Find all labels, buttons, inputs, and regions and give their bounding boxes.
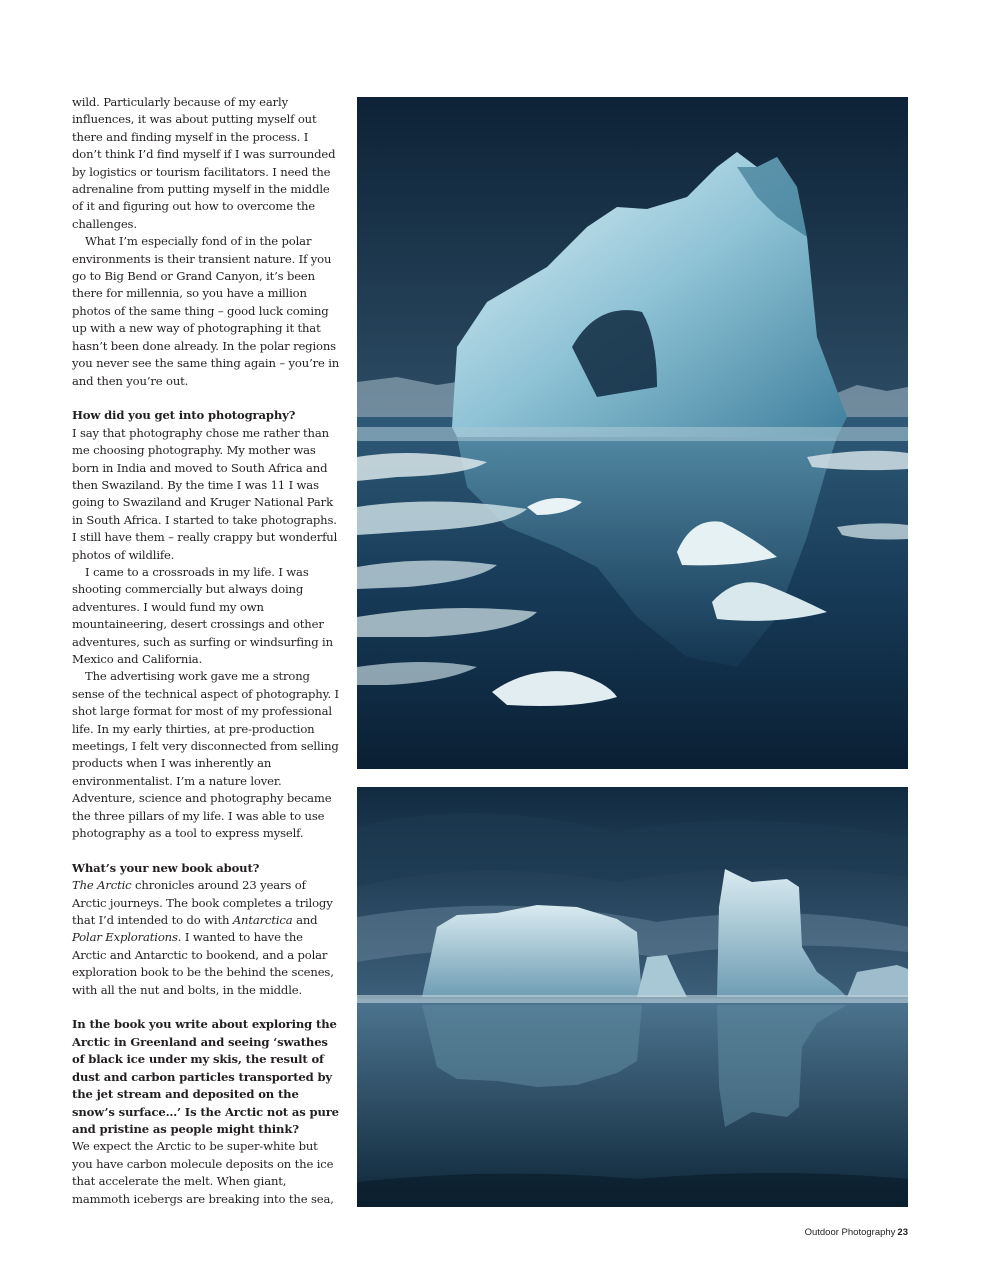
interview-question: What’s your new book about?	[72, 860, 260, 875]
magazine-name: Outdoor Photography	[804, 1227, 896, 1238]
paragraph: wild. Particularly because of my early influences, it was about putting myself out there and finding myself in the process. I don’t think I’d find myself if I was surrounded by logistics or tourism facilitators. I need the adrenaline from putting myself in the middle of it and figuring out how to overcome the challenges.	[72, 95, 336, 231]
book-title: Antarctica	[232, 913, 293, 928]
paragraph: I came to a crossroads in my life. I was shooting commercially but always doing adventures. I would fund my own mountaineering, desert crossings and other adventures, such as surfing or windsurfing in Mexico and California.	[72, 564, 333, 666]
paragraph: The advertising work gave me a strong sense of the technical aspect of photography. I shot large format for most of my professional life. In my early thirties, at pre-production meetings, I felt very disconnected from selling products when I was inherently an environmentalist. I’m a nature lover. Adventure, science and photography became the three pillars of my life. I was able to use photography as a tool to express myself.	[72, 669, 339, 841]
iceberg-arch-photo	[357, 97, 908, 769]
interview-question: How did you get into photography?	[72, 408, 296, 423]
iceberg-reflection-illustration	[357, 787, 908, 1207]
paragraph: What I’m especially fond of in the polar environments is their transient nature. If you go to Big Bend or Grand Canyon, it’s been there for millennia, so you have a million photos of the same thing – good luck coming up with a new way of photographing it that hasn’t been done already. In the polar regions you never see the same thing again – you’re in and then you’re out.	[72, 234, 340, 388]
text-span: . I wanted to have the Arctic and Antarctic to bookend, and a polar exploration book to be the behind the scenes, with all the nut and bolts, in the middle.	[72, 930, 334, 997]
interview-question: In the book you write about exploring the Arctic in Greenland and seeing ‘swathes of black ice under my skis, the result of dust and carbon particles transported by the jet stream and deposited on the snow’s surface…’ Is the Arctic not as pure and pristine as people might think?	[72, 1017, 339, 1136]
book-title: The Arctic	[72, 878, 132, 893]
iceberg-reflection-photo	[357, 787, 908, 1207]
page-number: 23	[897, 1227, 908, 1238]
page-footer	[805, 1227, 908, 1238]
text-span: chronicles around 23 years of Arctic journeys. The book completes a trilogy that I’d intended to do with	[72, 878, 333, 928]
paragraph: We expect the Arctic to be super-white but you have carbon molecule deposits on the ice that accelerate the melt. When giant, mammoth icebergs are breaking into the sea,	[72, 1139, 334, 1206]
text-span: and	[292, 913, 318, 928]
paragraph	[72, 877, 340, 999]
iceberg-arch-illustration	[357, 97, 908, 769]
article-body	[72, 94, 340, 1208]
book-title: Polar Explorations	[72, 930, 178, 945]
paragraph: I say that photography chose me rather than me choosing photography. My mother was born in India and moved to South Africa and then Swaziland. By the time I was 11 I was going to Swaziland and Kruger National Park in South Africa. I started to take photographs. I still have them – really crappy but wonderful photos of wildlife.	[72, 425, 338, 562]
